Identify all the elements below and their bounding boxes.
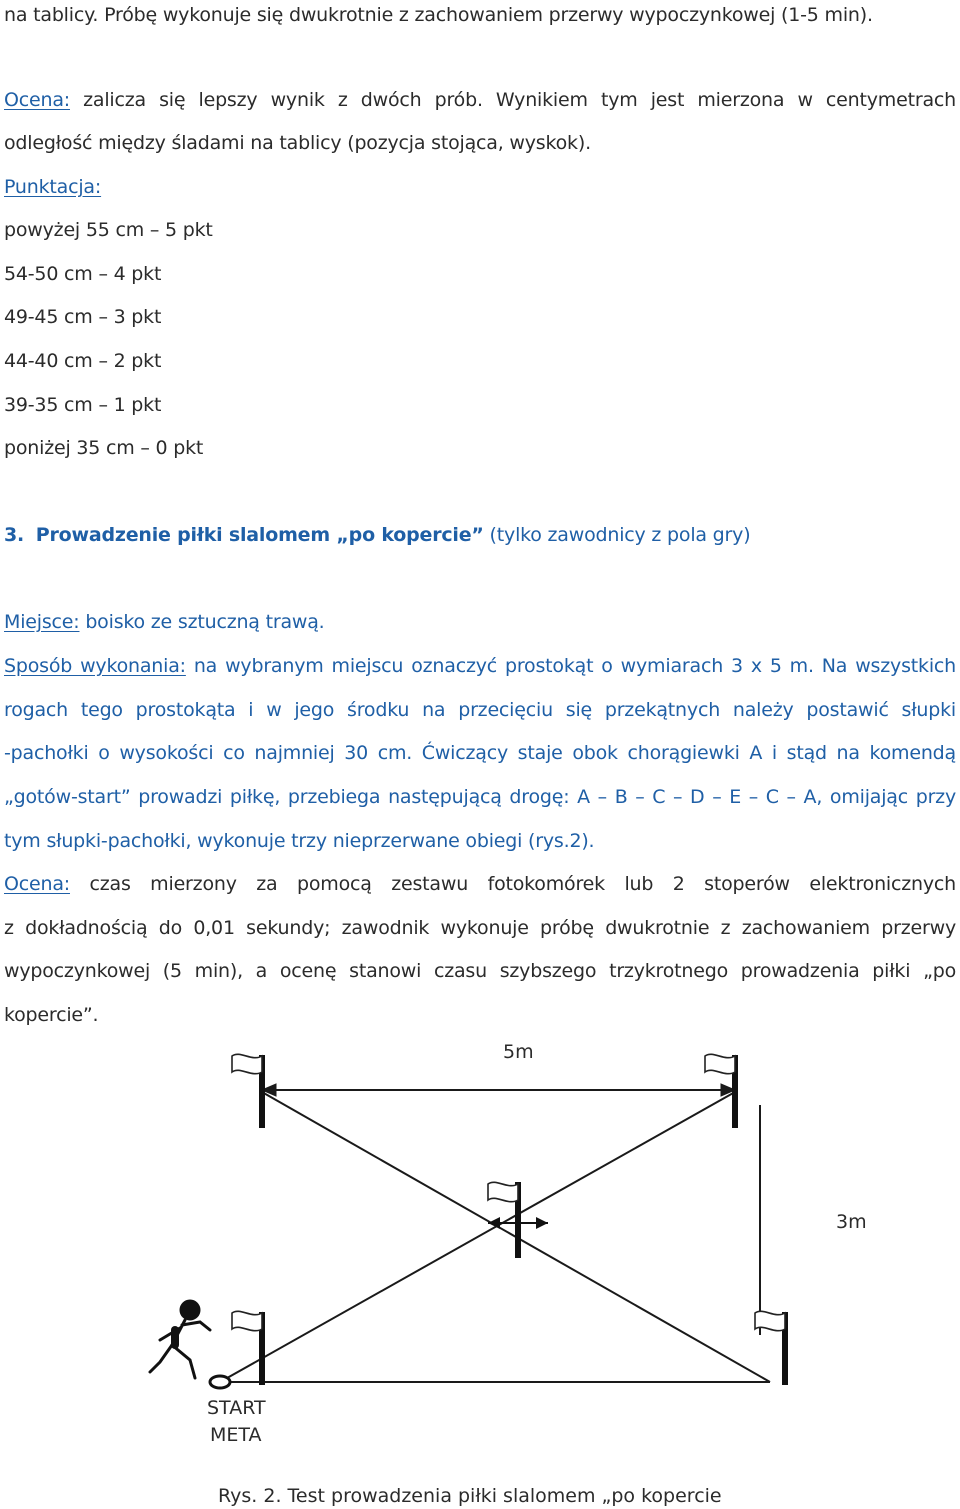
miejsce-text: boisko ze sztuczną trawą. — [79, 611, 325, 633]
score-row: 44-40 cm – 2 pkt — [4, 350, 162, 372]
text-line: wypoczynkowej (5 min), a ocenę stanowi czasu szybszego trzykrotnego prowadzenia piłki „po — [4, 960, 956, 982]
text-line: kopercie”. — [4, 1004, 99, 1026]
section-heading — [4, 523, 750, 547]
width-dimension-arrow — [262, 1084, 735, 1096]
score-row: poniżej 35 cm – 0 pkt — [4, 437, 204, 459]
slalom-course-diagram — [0, 1030, 960, 1509]
ocena2-text: czas mierzony za pomocą zestawu fotokomórek lub 2 stoperów elektronicznych — [69, 873, 956, 895]
text-line: tym słupki-pachołki, wykonuje trzy nieprzerwane obiegi (rys.2). — [4, 830, 595, 852]
miejsce-label: Miejsce: — [4, 611, 80, 633]
flag-icon — [705, 1054, 735, 1073]
width-label: 5m — [503, 1041, 534, 1063]
text-line: z dokładnością do 0,01 sekundy; zawodnik wykonuje próbę dwukrotnie z zachowaniem przerwy — [4, 917, 956, 939]
score-row: 49-45 cm – 3 pkt — [4, 306, 162, 328]
post-top-left — [232, 1054, 262, 1128]
sposob-line — [4, 654, 956, 678]
sposob-label: Sposób wykonania: — [4, 655, 186, 677]
flag-icon — [232, 1054, 262, 1073]
ocena-text: zalicza się lepszy wynik z dwóch prób. Wynikiem tym jest mierzona w centymetrach — [69, 89, 956, 111]
sposob-text: na wybranym miejscu oznaczyć prostokąt o wymiarach 3 x 5 m. Na wszystkich — [185, 655, 956, 677]
text-line: odległość między śladami na tablicy (pozycja stojąca, wyskok). — [4, 132, 591, 154]
section-note: (tylko zawodnicy z pola gry) — [483, 524, 751, 546]
flag-icon — [232, 1311, 262, 1330]
flag-icon — [755, 1311, 785, 1330]
score-row: 54-50 cm – 4 pkt — [4, 263, 162, 285]
start-label: START — [207, 1397, 266, 1419]
text-line: na tablicy. Próbę wykonuje się dwukrotnie z zachowaniem przerwy wypoczynkowej (1-5 min). — [4, 4, 873, 26]
figure-caption: Rys. 2. Test prowadzenia piłki slalomem „po kopercie — [218, 1485, 722, 1507]
score-row: 39-35 cm – 1 pkt — [4, 394, 162, 416]
start-marker-icon — [210, 1376, 230, 1388]
ocena-label: Ocena: — [4, 89, 70, 111]
text-line: „gotów-start” prowadzi piłkę, przebiega następującą drogę: A – B – C – D – E – C – A, omijając przy — [4, 786, 956, 808]
section-number: 3. — [4, 524, 25, 546]
text-line: -pachołki o wysokości co najmniej 30 cm. Ćwiczący staje obok chorągiewki A i stąd na komendą — [4, 742, 956, 764]
runner-icon — [150, 1301, 210, 1378]
post-bottom-right — [755, 1311, 785, 1385]
miejsce-line — [4, 610, 325, 634]
ocena2-label: Ocena: — [4, 873, 70, 895]
height-label: 3m — [836, 1211, 867, 1233]
flag-icon — [488, 1182, 518, 1201]
punktacja-heading: Punktacja: — [4, 176, 102, 198]
post-center — [488, 1182, 548, 1258]
ocena-paragraph-line — [4, 88, 956, 112]
section-title: Prowadzenie piłki slalomem „po kopercie” — [35, 524, 484, 546]
text-line: rogach tego prostokąta i w jego środku na przecięciu się przekątnych należy postawić słupki — [4, 699, 956, 721]
diagonal-line — [220, 1092, 735, 1382]
meta-label: META — [210, 1424, 262, 1446]
score-row: powyżej 55 cm – 5 pkt — [4, 219, 213, 241]
post-bottom-left — [232, 1311, 262, 1385]
ocena2-line — [4, 872, 956, 896]
